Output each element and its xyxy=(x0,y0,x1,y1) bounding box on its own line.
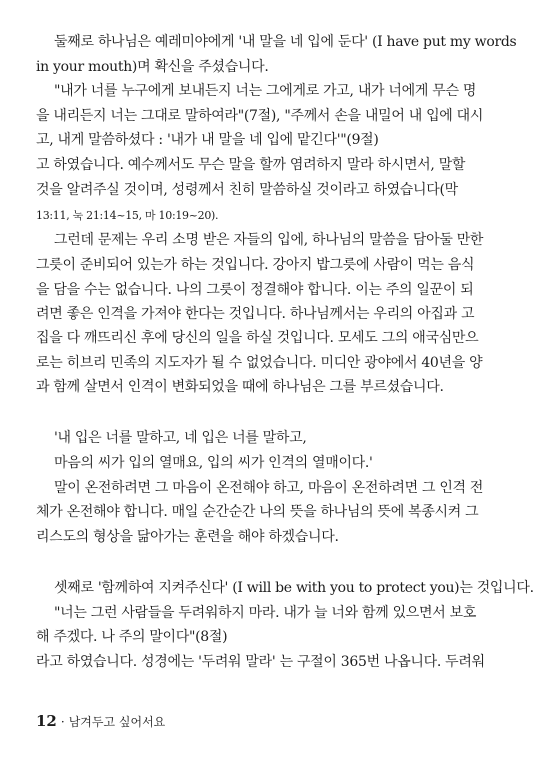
text-line: 체가 온전해야 합니다. 매일 순간순간 나의 뜻을 하나님의 뜻에 복종시켜 그 xyxy=(36,504,479,520)
text-line: 셋째로 '함께하여 지켜주신다' (I will be with you to protect you)는 것입니다. xyxy=(54,580,534,596)
text-line: 13:11, 눅 21:14~15, 마 10:19~20). xyxy=(36,209,219,222)
quote-line: 마음의 씨가 입의 열매요, 입의 씨가 인격의 열매이다.' xyxy=(54,455,373,471)
page-footer xyxy=(36,712,165,730)
text-line: 을 내리든지 너는 그대로 말하여라"(7절), "주께서 손을 내밀어 내 입에 대시 xyxy=(36,108,484,124)
page-number: 12 xyxy=(36,712,57,730)
text-line: 을 담을 수는 없습니다. 나의 그릇이 정결해야 합니다. 이는 주의 일꾼이 되 xyxy=(36,282,474,298)
text-line: 그런데 문제는 우리 소명 받은 자들의 입에, 하나님의 말씀을 담아둘 만한 xyxy=(54,232,484,248)
text-line: 로는 히브리 민족의 지도자가 될 수 없었습니다. 미디안 광야에서 40년을 양 xyxy=(36,355,483,371)
text-line: 리스도의 형상을 닮아가는 훈련을 해야 하겠습니다. xyxy=(36,529,339,545)
footer-separator: · xyxy=(60,715,65,729)
text-line: 둘째로 하나님은 예레미야에게 '내 말을 네 입에 둔다' (I have put my words xyxy=(54,34,517,50)
text-line: 고 하였습니다. 예수께서도 무슨 말을 할까 염려하지 말라 하시면서, 말할 xyxy=(36,157,466,173)
text-line: 과 함께 살면서 인격이 변화되었을 때에 하나님은 그를 부르셨습니다. xyxy=(36,379,444,395)
text-line: "내가 너를 누구에게 보내든지 너는 그에게로 가고, 내가 너에게 무슨 명 xyxy=(54,83,477,99)
text-line: 그릇이 준비되어 있는가 하는 것입니다. 강아지 밥그릇에 사람이 먹는 음식 xyxy=(36,257,475,273)
text-line: "너는 그런 사람들을 두려워하지 마라. 내가 늘 너와 함께 있으면서 보호 xyxy=(54,605,477,621)
quote-line: '내 입은 너를 말하고, 네 입은 너를 말하고, xyxy=(54,430,307,446)
text-line: in your mouth)며 확신을 주셨습니다. xyxy=(36,59,269,75)
text-line: 려면 좋은 인격을 가져야 한다는 것입니다. 하나님께서는 우리의 아집과 고 xyxy=(36,306,475,322)
text-line: 해 주겠다. 나 주의 말이다"(8절) xyxy=(36,629,228,645)
book-title: 남겨두고 싶어서요 xyxy=(68,715,166,729)
text-line: 것을 알려주실 것이며, 성령께서 친히 말씀하실 것이라고 하였습니다(막 xyxy=(36,182,458,198)
text-line: 말이 온전하려면 그 마음이 온전해야 하고, 마음이 온전하려면 그 인격 전 xyxy=(54,480,484,496)
text-line: 고, 내게 말씀하셨다 : '내가 내 말을 네 입에 맡긴다'"(9절) xyxy=(36,132,379,148)
text-line: 집을 다 깨뜨리신 후에 당신의 일을 하실 것입니다. 모세도 그의 애국심만으 xyxy=(36,330,479,346)
text-line: 라고 하였습니다. 성경에는 '두려워 말라' 는 구절이 365번 나옵니다. 두려워 xyxy=(36,654,485,670)
